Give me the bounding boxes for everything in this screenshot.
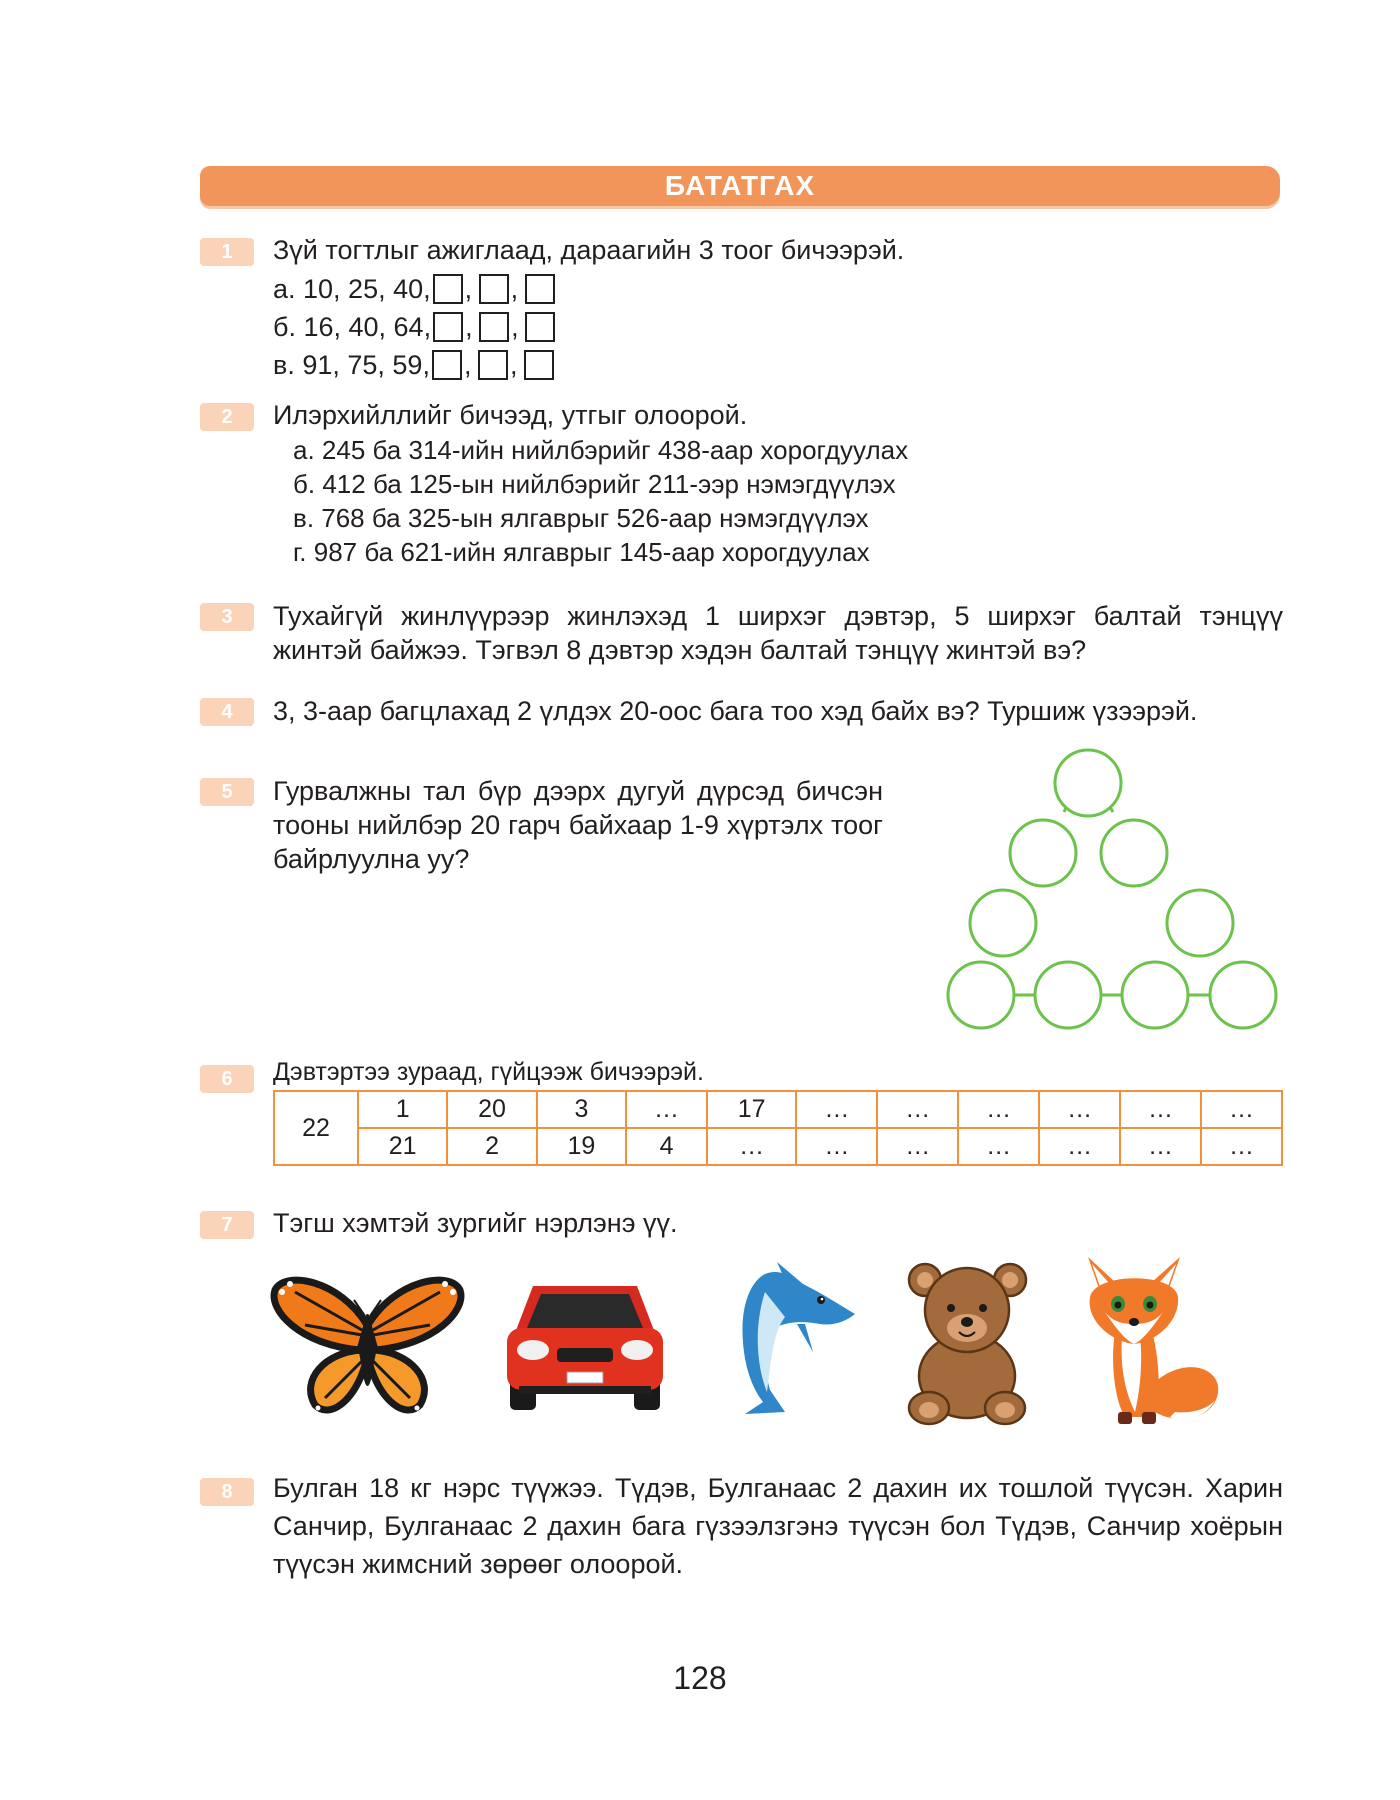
expression-item: в. 768 ба 325-ын ялгаврыг 526-аар нэмэгдүүлэх — [293, 503, 869, 533]
exercise-number-2: 2 — [200, 403, 254, 431]
triangle-circle[interactable] — [1010, 820, 1076, 886]
triangle-circle[interactable] — [970, 890, 1036, 956]
expression-item: б. 412 ба 125-ын нийлбэрийг 211-ээр нэмэгдүүлэх — [293, 469, 896, 499]
triangle-circle[interactable] — [1055, 750, 1121, 816]
triangle-circle[interactable] — [1167, 890, 1233, 956]
comma: , — [465, 311, 473, 342]
table-cell: … — [877, 1128, 958, 1165]
exercise-number-8: 8 — [200, 1478, 254, 1506]
answer-box[interactable] — [525, 274, 555, 304]
exercise-1-text: Зүй тогтлыг ажиглаад, дараагийн 3 тоог бичээрэй. — [273, 235, 905, 265]
triangle-circle[interactable] — [1035, 962, 1101, 1028]
table-cell: … — [1120, 1128, 1201, 1165]
table-cell: … — [1201, 1128, 1282, 1165]
comma: , — [464, 273, 473, 304]
expression-item: г. 987 ба 621-ийн ялгаврыг 145-аар хорогдуулах — [293, 537, 870, 567]
sequence-prefix: б. 16, 40, 64, — [273, 311, 432, 342]
answer-box[interactable] — [525, 312, 555, 342]
table-cell: … — [626, 1091, 707, 1128]
triangle-circle[interactable] — [1122, 962, 1188, 1028]
triangle-circle[interactable] — [1101, 820, 1167, 886]
table-cell: 3 — [537, 1091, 626, 1128]
expression-item: а. 245 ба 314-ийн нийлбэрийг 438-аар хорогдуулах — [293, 435, 909, 465]
exercise-7-text: Тэгш хэмтэй зургийг нэрлэнэ үү. — [273, 1208, 678, 1238]
exercise-3-text: Тухайгүй жинлүүрээр жинлэхэд 1 ширхэг дэвтэр, 5 ширхэг балтай тэнцүү жинтэй байжээ. Тэгвэл 8 дэвтэр хэдэн балтай тэнцүү жинтэй вэ? — [273, 601, 1283, 665]
sequence-line-c — [273, 346, 557, 384]
table-cell: 19 — [537, 1128, 626, 1165]
sequence-prefix: в. 91, 75, 59, — [273, 349, 430, 380]
table-cell: … — [958, 1091, 1039, 1128]
table-cell: … — [1039, 1091, 1120, 1128]
triangle-circle[interactable] — [1210, 962, 1276, 1028]
table-cell: 1 — [358, 1091, 447, 1128]
table-cell: 2 — [447, 1128, 536, 1165]
section-banner — [200, 166, 1280, 206]
comma: , — [511, 311, 519, 342]
answer-box[interactable] — [433, 274, 463, 304]
table-cell: 4 — [626, 1128, 707, 1165]
table-cell: … — [1039, 1128, 1120, 1165]
exercise-1-lines — [273, 270, 557, 384]
exercise-number-7: 7 — [200, 1211, 254, 1239]
answer-box[interactable] — [432, 350, 462, 380]
sequence-line-a — [273, 270, 557, 308]
section-title: БАТАТГАХ — [664, 170, 816, 201]
table-cell: … — [877, 1091, 958, 1128]
comma: , — [510, 273, 519, 304]
triangle-circle-diagram — [940, 740, 1290, 1040]
sequence-line-b — [273, 308, 557, 346]
exercise-5-text: Гурвалжны тал бүр дээрх дугуй дүрсэд бичсэн тооны нийлбэр 20 гарч байхаар 1-9 хүртэлх тоог байрлуулна уу? — [273, 776, 883, 874]
exercise-6-text: Дэвтэртээ зураад, гүйцээж бичээрэй. — [273, 1058, 704, 1086]
teddy-bear-icon — [905, 1258, 1030, 1428]
exercise-number-6: 6 — [200, 1065, 254, 1093]
triangle-circle[interactable] — [948, 962, 1014, 1028]
answer-box[interactable] — [524, 350, 554, 380]
table-row — [274, 1128, 1282, 1165]
exercise-number-3: 3 — [200, 603, 254, 631]
table-cell: 17 — [707, 1091, 796, 1128]
answer-box[interactable] — [479, 274, 509, 304]
table-cell: … — [796, 1128, 877, 1165]
number-table — [273, 1090, 1283, 1166]
page-number: 128 — [673, 1660, 727, 1696]
butterfly-icon — [270, 1270, 465, 1420]
exercise-4-text: 3, 3-аар багцлахад 2 үлдэх 20-оос бага тоо хэд байх вэ? Туршиж үзээрэй. — [273, 696, 1198, 726]
table-row — [274, 1091, 1282, 1128]
dolphin-icon — [725, 1262, 865, 1422]
exercise-number-4: 4 — [200, 698, 254, 726]
sequence-prefix: а. 10, 25, 40, — [273, 273, 431, 304]
table-cell: … — [707, 1128, 796, 1165]
car-icon — [505, 1278, 665, 1413]
table-cell: … — [958, 1128, 1039, 1165]
table-cell: 20 — [447, 1091, 536, 1128]
table-cell: … — [796, 1091, 877, 1128]
answer-box[interactable] — [479, 312, 509, 342]
exercise-2-items — [293, 433, 908, 569]
comma: , — [463, 349, 472, 380]
table-cell: 21 — [358, 1128, 447, 1165]
table-cell: … — [1201, 1091, 1282, 1128]
exercise-number-5: 5 — [200, 778, 254, 806]
table-first-cell: 22 — [274, 1091, 358, 1165]
fox-icon — [1080, 1252, 1225, 1427]
table-cell: … — [1120, 1091, 1201, 1128]
exercise-2-text: Илэрхийллийг бичээд, утгыг олоорой. — [273, 400, 748, 430]
exercise-number-1: 1 — [200, 238, 254, 266]
answer-box[interactable] — [433, 312, 463, 342]
exercise-8-text: Булган 18 кг нэрс түүжээ. Түдэв, Булганаас 2 дахин их тошлой түүсэн. Харин Санчир, Булганаас 2 дахин бага гүзээлзгэнэ түүсэн бол Түдэв, Санчир хоёрын түүсэн жимсний зөрөөг олоорой. — [273, 1473, 1283, 1579]
comma: , — [509, 349, 518, 380]
answer-box[interactable] — [478, 350, 508, 380]
